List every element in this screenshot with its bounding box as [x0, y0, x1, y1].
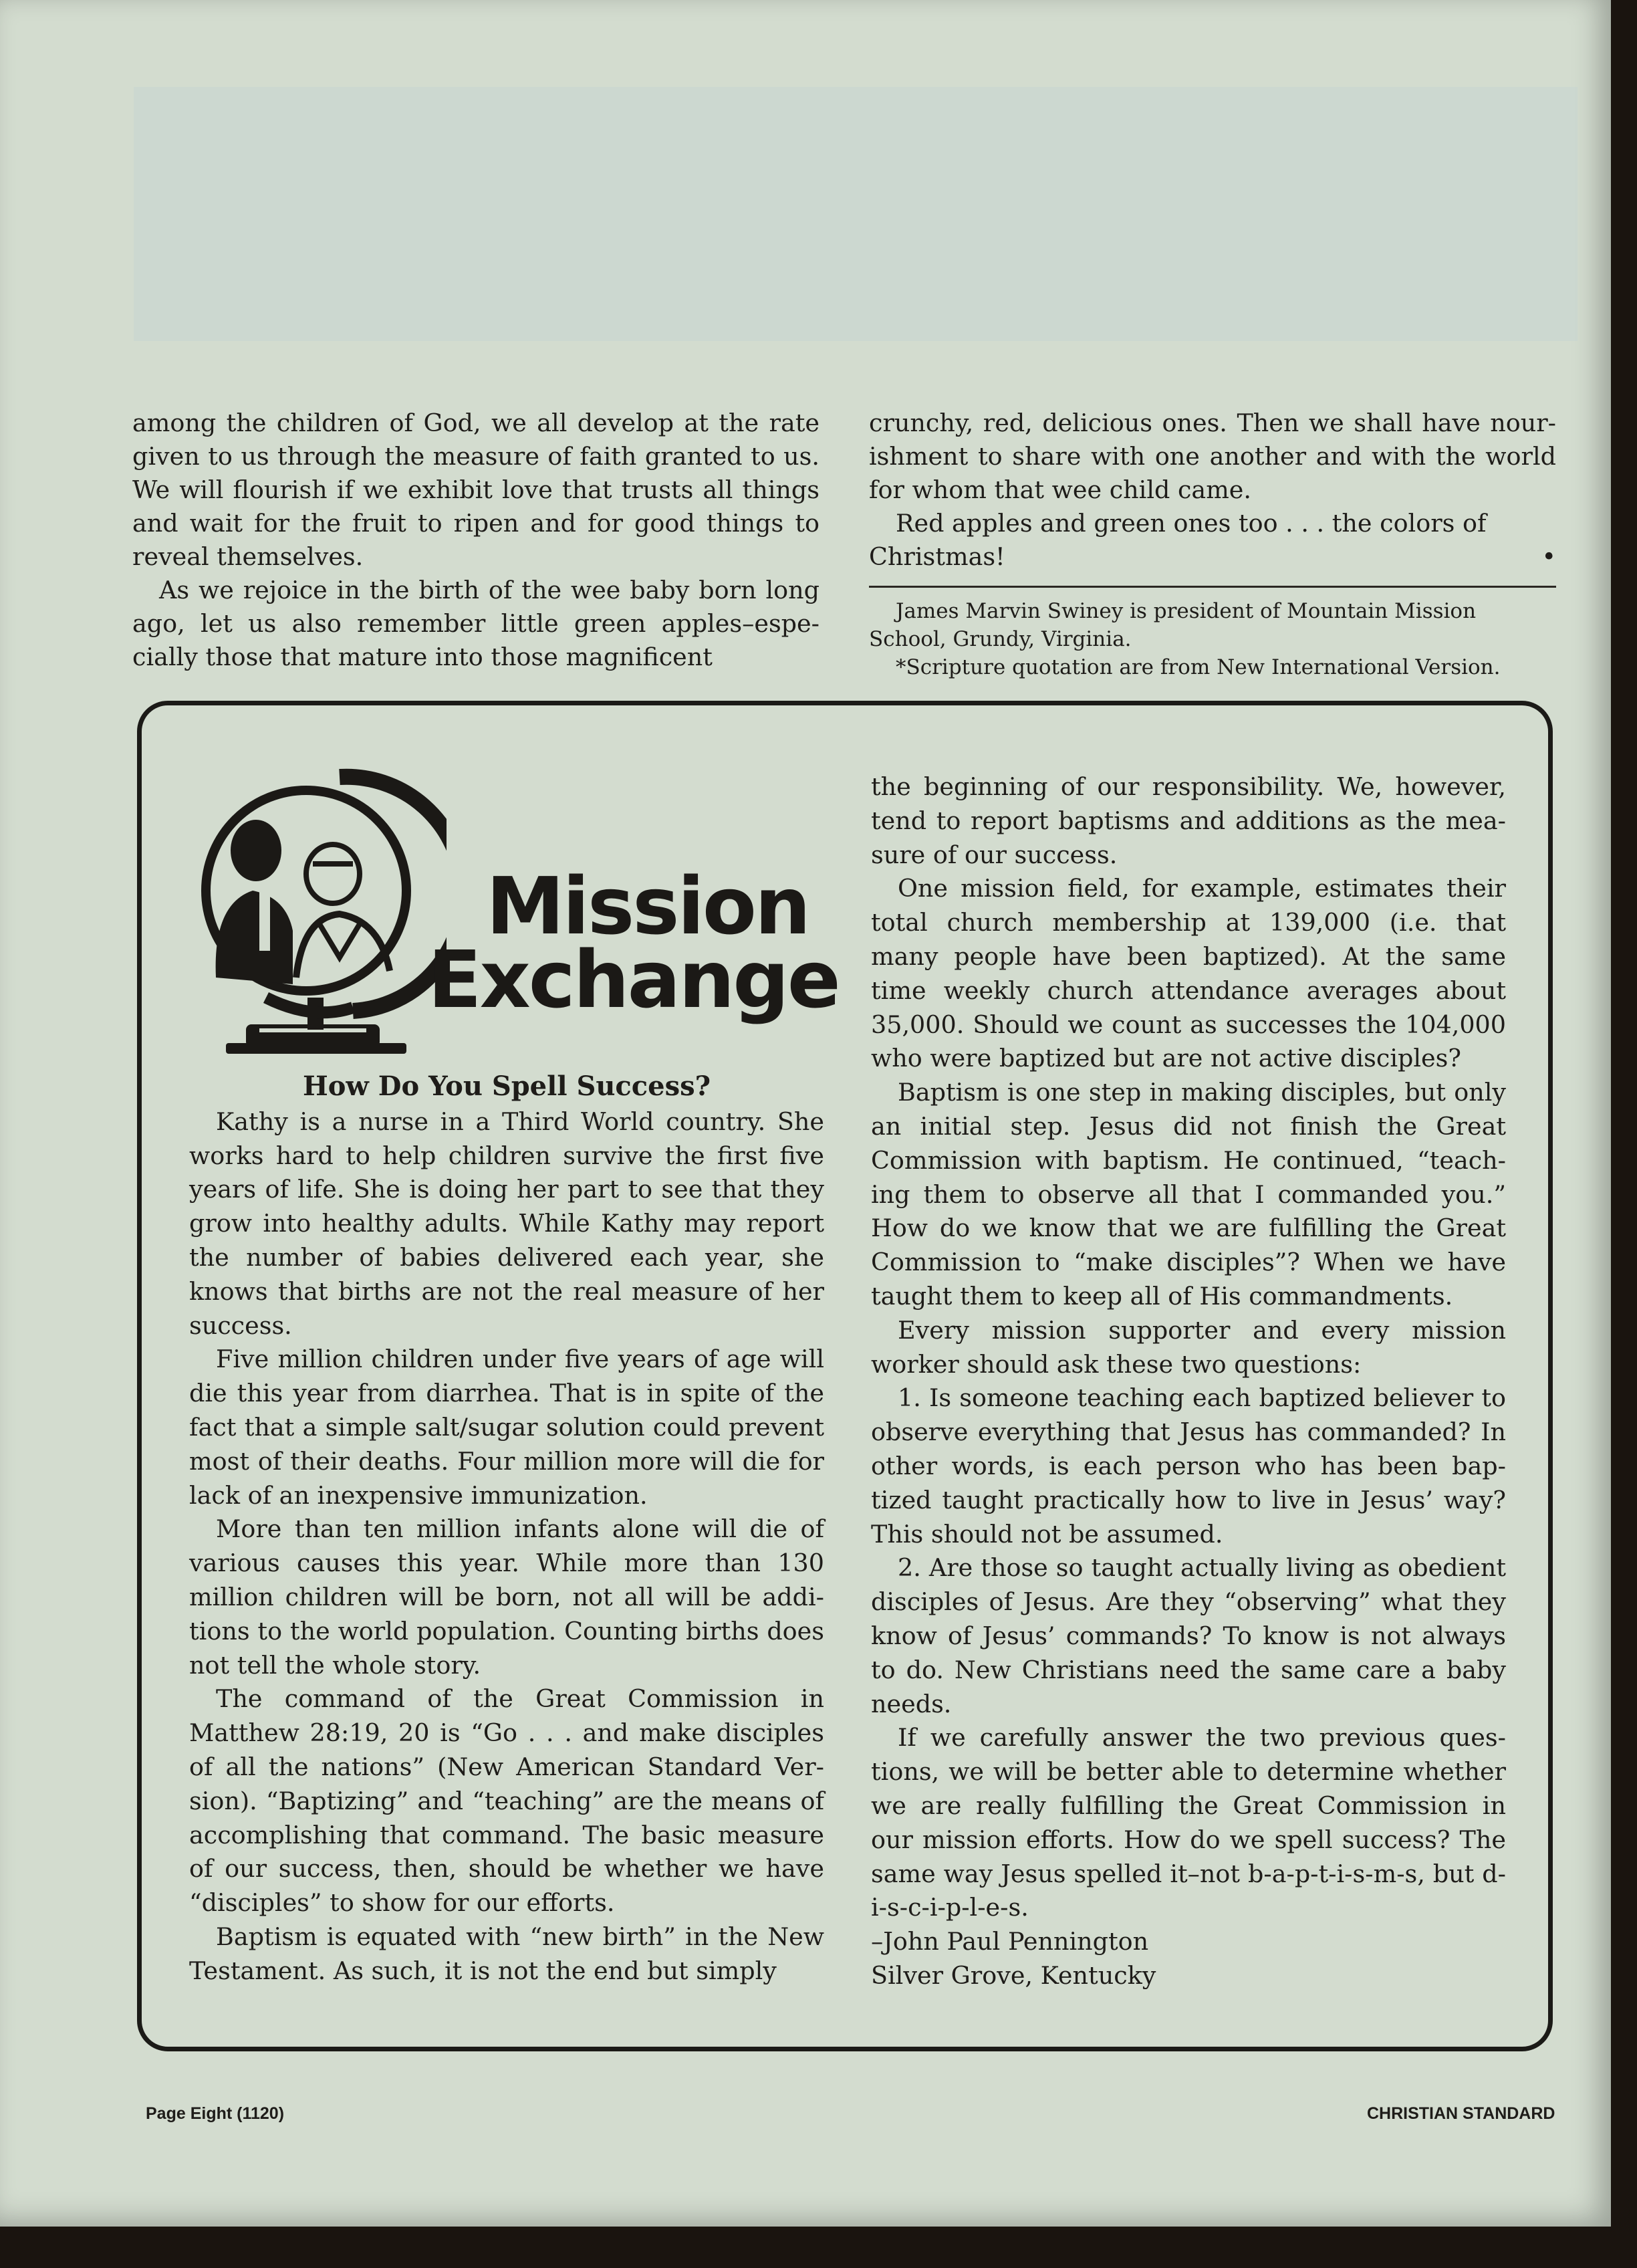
closing-sentence: Red apples and green ones too . . . the colors of Christmas!	[869, 509, 1487, 571]
feature-paragraph: Five million children under five years of age will die this year from diarrhea. That is in spite of the fact that a simple salt/sugar solution could prevent most of their deaths. Four million more will die for lack of an inexpensive immunization.	[189, 1345, 824, 1510]
end-mark: •	[1541, 542, 1556, 571]
feature-column-left	[189, 1070, 824, 1989]
logo-line-1: Mission	[486, 860, 809, 952]
mission-exchange-logo-text	[428, 860, 839, 1026]
feature-paragraph: More than ten million infants alone will die of various causes this year. While more than 130 million children will be born, not all will be additions to the world population. Counting births does not tell the whole story.	[189, 1514, 824, 1680]
feature-paragraph: the beginning of our responsibility. We, however, tend to report baptisms and additions as the measure of our success.	[871, 772, 1506, 869]
article-column-left	[132, 407, 820, 674]
feature-paragraph: Baptism is one step in making disciples, but only an initial step. Jesus did not finish the Great Commission with baptism. He continued, “teaching them to observe all that I commanded you.” How do we know that we are fulfilling the Great Commission to “make disciples”? When we have taught them to keep all of His commandments.	[871, 1078, 1506, 1311]
page-number: Page Eight (1120)	[146, 2104, 285, 2123]
feature-paragraph: Every mission supporter and every mission worker should ask these two questions:	[871, 1315, 1506, 1379]
question-one: 1. Is someone teaching each baptized believer to observe everything that Jesus has commanded? In other words, is each person who has been baptized taught practically how to live in Jesus’ way? This should not be assumed.	[871, 1383, 1506, 1549]
signature-name: –John Paul Pennington	[871, 1927, 1149, 1956]
feature-paragraph: Kathy is a nurse in a Third World country. She works hard to help children survive the first five years of life. She is doing her part to see that they grow into healthy adults. While Kathy may report the number of babies delivered each year, she knows that births are not the real measure of her success.	[189, 1107, 824, 1340]
bio-divider	[869, 586, 1556, 588]
scripture-note: *Scripture quotation are from New International Version.	[896, 655, 1501, 679]
article-paragraph: As we rejoice in the birth of the wee baby born long ago, let us also remember little green apples–especially those that mature into those magnificent	[132, 576, 820, 671]
publication-name: CHRISTIAN STANDARD	[1367, 2104, 1555, 2123]
article-paragraph	[869, 507, 1556, 574]
article-column-right	[869, 407, 1556, 681]
article-paragraph: crunchy, red, delicious ones. Then we shall have nourishment to share with one another and with the world for whom that wee child came.	[869, 409, 1556, 504]
article-paragraph: among the children of God, we all develop at the rate given to us through the measure of faith granted to us. We will flourish if we exhibit love that trusts all things and wait for the fruit to ripen and for good things to reveal themselves.	[132, 409, 820, 571]
logo-line-2: Exchange	[428, 933, 839, 1026]
feature-column-right	[871, 770, 1506, 1993]
question-two: 2. Are those so taught actually living as obedient disciples of Jesus. Are they “observing” what they know of Jesus’ commands? To know is not always to do. New Christians need the same care a baby needs.	[871, 1553, 1506, 1718]
author-bio: James Marvin Swiney is president of Mountain Mission School, Grundy, Virginia.	[869, 599, 1477, 651]
globe-with-two-men-icon	[186, 757, 447, 1064]
feature-paragraph: Baptism is equated with “new birth” in the New Testament. As such, it is not the end but simply	[189, 1922, 824, 1985]
signature-place: Silver Grove, Kentucky	[871, 1960, 1156, 1990]
feature-paragraph: If we carefully answer the two previous questions, we will be better able to determine whether we are really fulfilling the Great Commission in our mission efforts. How do we spell success? The same way Jesus spelled it–not b-a-p-t-i-s-m-s, but d-i-s-c-i-p-l-e-s.	[871, 1723, 1506, 1922]
feature-paragraph: The command of the Great Commission in Matthew 28:19, 20 is “Go . . . and make disciples of all the nations” (New American Standard Version). “Baptizing” and “teaching” are the means of accomplishing that command. The basic measure of our success, then, should be whether we have “disciples” to show for our efforts.	[189, 1684, 824, 1918]
feature-headline: How Do You Spell Success?	[302, 1070, 711, 1102]
feature-paragraph: One mission field, for example, estimates their total church membership at 139,000 (i.e. that many people have been baptized). At the same time weekly church attendance averages about 35,000. Should we count as successes the 104,000 who were baptized but are not active disciples?	[871, 874, 1506, 1073]
faded-photo-area	[134, 87, 1578, 341]
